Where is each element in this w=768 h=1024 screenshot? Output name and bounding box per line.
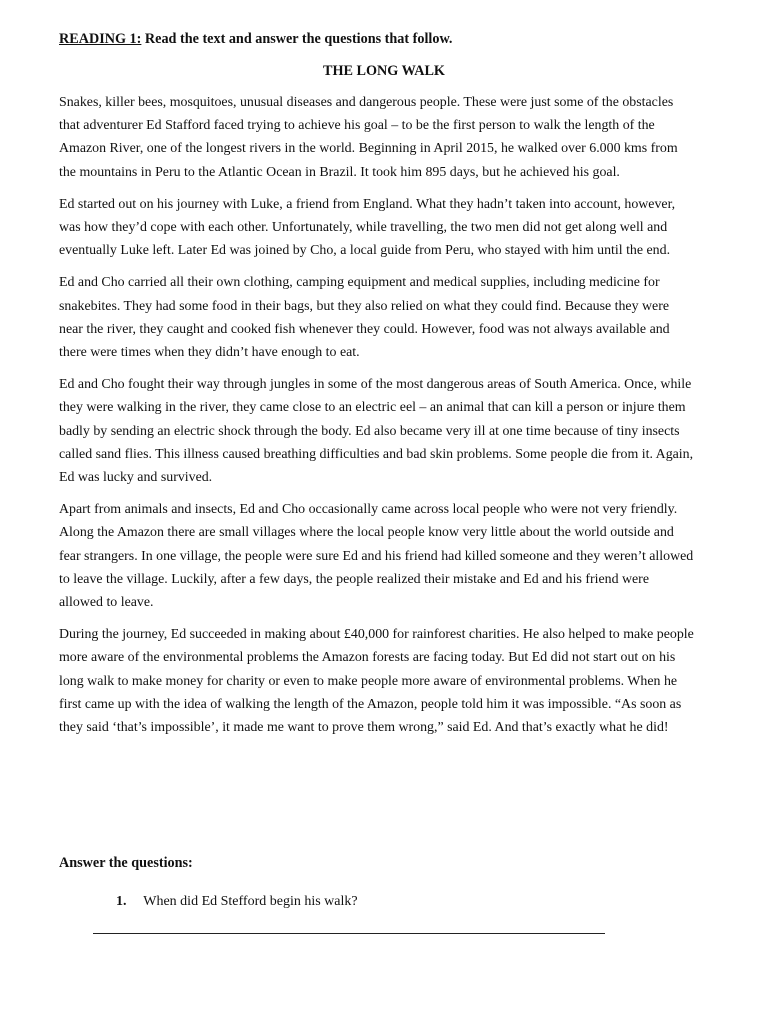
- paragraph-line: they said ‘that’s impossible’, it made me want to prove them wrong,” said Ed. And that’s exactly what he did!: [59, 720, 669, 736]
- questions-heading: Answer the questions:: [59, 855, 193, 871]
- answer-line[interactable]: [93, 933, 605, 934]
- question-text: When did Ed Stefford begin his walk?: [143, 894, 358, 909]
- paragraph: [59, 373, 712, 489]
- paragraph-line: to leave the village. Luckily, after a few days, the people realized their mistake and Ed and his friend were: [59, 571, 649, 587]
- paragraph-line: that adventurer Ed Stafford faced trying to achieve his goal – to be the first person to walk the length of the: [59, 118, 655, 134]
- reading-instruction: Read the text and answer the questions that follow.: [144, 31, 453, 47]
- paragraph-line: there were times when they didn’t have enough to eat.: [59, 345, 360, 361]
- paragraph-line: Snakes, killer bees, mosquitoes, unusual diseases and dangerous people. These were just some of the obstacles: [59, 95, 674, 110]
- paragraph-line: called sand flies. This illness caused breathing difficulties and bad skin problems. Some people die from it. Again,: [59, 446, 694, 462]
- story-title: THE LONG WALK: [323, 63, 445, 79]
- paragraph: [59, 498, 712, 614]
- paragraph-line: Along the Amazon there are small villages where the local people know very little about the world outside and: [59, 525, 674, 541]
- paragraph-line: the mountains in Peru to the Atlantic Ocean in Brazil. It took him 895 days, but he achieved his goal.: [59, 164, 620, 180]
- paragraph-line: Ed started out on his journey with Luke, a friend from England. What they hadn’t taken into account, however,: [59, 196, 676, 212]
- paragraph-line: badly by sending an electric shock through the body. Ed also became very ill at one time because of tiny insects: [59, 423, 680, 439]
- reading-heading: [59, 31, 452, 48]
- paragraph-line: Amazon River, one of the longest rivers in the world. Beginning in April 2015, he walked over 6.000 kms from: [59, 141, 678, 157]
- paragraph-line: fear strangers. In one village, the people were sure Ed and his friend had killed someone and they weren’t allowed: [59, 548, 694, 564]
- paragraph-line: Apart from animals and insects, Ed and Cho occasionally came across local people who were not very friendly.: [59, 502, 678, 518]
- paragraph: [59, 271, 712, 364]
- paragraph-line: Ed and Cho carried all their own clothing, camping equipment and medical supplies, including medicine for: [59, 275, 660, 291]
- paragraph-line: snakebites. They had some food in their bags, but they also relied on what they could find. Because they were: [59, 298, 669, 314]
- paragraph-line: more aware of the environmental problems the Amazon forests are facing today. But Ed did not start out on his: [59, 650, 676, 666]
- paragraph: [59, 91, 712, 184]
- paragraph: [59, 623, 712, 739]
- paragraph-line: they were walking in the river, they came close to an electric eel – an animal that can kill a person or injure them: [59, 400, 686, 416]
- paragraph-line: was how they’d cope with each other. Unfortunately, while travelling, the two men did not get along well and: [59, 220, 668, 236]
- question-number: 1.: [116, 894, 127, 909]
- reading-label: READING 1:: [59, 31, 142, 47]
- paragraph-line: allowed to leave.: [59, 595, 154, 611]
- paragraph-line: Ed was lucky and survived.: [59, 470, 213, 486]
- question-item: [116, 894, 358, 910]
- paragraph-line: first came up with the idea of walking the length of the Amazon, people told him it was impossible. “As soon as: [59, 696, 682, 712]
- paragraph-line: near the river, they caught and cooked fish whenever they could. However, food was not always available and: [59, 321, 670, 337]
- paragraph-line: eventually Luke left. Later Ed was joined by Cho, a local guide from Peru, who stayed with him until the end.: [59, 243, 671, 259]
- paragraph-line: During the journey, Ed succeeded in making about £40,000 for rainforest charities. He also helped to make people: [59, 627, 694, 643]
- paragraph-line: Ed and Cho fought their way through jungles in some of the most dangerous areas of South America. Once, while: [59, 377, 692, 393]
- paragraph-line: long walk to make money for charity or even to make people more aware of environmental problems. When he: [59, 673, 678, 689]
- reading-text: [59, 91, 712, 748]
- paragraph: [59, 193, 712, 263]
